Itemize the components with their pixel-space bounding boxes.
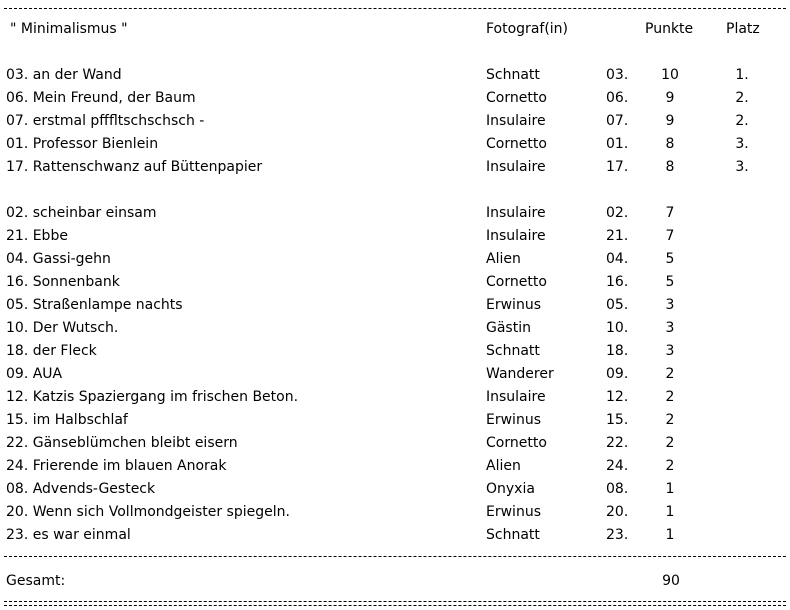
- entry-photographer: Wanderer: [486, 366, 554, 382]
- entry-points: 9: [665, 113, 675, 129]
- entry-number: 09.: [606, 366, 629, 382]
- entry-points: 3: [665, 343, 675, 359]
- table-row: [0, 203, 790, 223]
- entry-title: 05. Straßenlampe nachts: [6, 297, 183, 313]
- entry-points: 5: [665, 274, 675, 290]
- entry-points: 7: [665, 228, 675, 244]
- entry-points: 5: [665, 251, 675, 267]
- entry-rank: 1.: [735, 67, 749, 83]
- entry-number: 15.: [606, 412, 629, 428]
- entry-photographer: Schnatt: [486, 67, 540, 83]
- table-row: [0, 88, 790, 108]
- total-value: 90: [662, 573, 680, 589]
- table-row: [0, 433, 790, 453]
- table-row: [0, 157, 790, 177]
- entry-photographer: Cornetto: [486, 90, 547, 106]
- entry-title: 01. Professor Bienlein: [6, 136, 159, 152]
- entry-photographer: Schnatt: [486, 343, 540, 359]
- entry-photographer: Insulaire: [486, 228, 546, 244]
- table-row: [0, 341, 790, 361]
- entry-points: 8: [665, 159, 675, 175]
- header-row: [0, 19, 790, 39]
- entry-number: 17.: [606, 159, 629, 175]
- entry-points: 7: [665, 205, 675, 221]
- entry-title: 24. Frierende im blauen Anorak: [6, 458, 227, 474]
- table-row: [0, 387, 790, 407]
- entry-number: 01.: [606, 136, 629, 152]
- table-row: [0, 364, 790, 384]
- entry-title: 15. im Halbschlaf: [6, 412, 128, 428]
- table-row: [0, 456, 790, 476]
- table-row: [0, 249, 790, 269]
- entry-points: 8: [665, 136, 675, 152]
- entry-points: 2: [665, 412, 675, 428]
- entry-photographer: Erwinus: [486, 297, 541, 313]
- entry-points: 3: [665, 320, 675, 336]
- contest-title: " Minimalismus ": [10, 21, 128, 37]
- table-row: [0, 318, 790, 338]
- entry-title: 07. erstmal pfffltschschsch -: [6, 113, 205, 129]
- entry-title: 22. Gänseblümchen bleibt eisern: [6, 435, 238, 451]
- entry-photographer: Insulaire: [486, 159, 546, 175]
- table-row: [0, 226, 790, 246]
- table-row: [0, 134, 790, 154]
- entry-number: 16.: [606, 274, 629, 290]
- entry-photographer: Schnatt: [486, 527, 540, 543]
- entry-points: 2: [665, 389, 675, 405]
- table-row: [0, 479, 790, 499]
- entry-photographer: Alien: [486, 251, 521, 267]
- entry-title: 20. Wenn sich Vollmondgeister spiegeln.: [6, 504, 290, 520]
- photographer-column-header: Fotograf(in): [486, 21, 569, 37]
- entry-number: 24.: [606, 458, 629, 474]
- entry-title: 10. Der Wutsch.: [6, 320, 119, 336]
- entry-points: 10: [661, 67, 679, 83]
- entry-title: 08. Advends-Gesteck: [6, 481, 156, 497]
- entry-points: 2: [665, 458, 675, 474]
- entry-points: 3: [665, 297, 675, 313]
- entry-title: 02. scheinbar einsam: [6, 205, 157, 221]
- entry-points: 1: [665, 527, 675, 543]
- entry-title: 03. an der Wand: [6, 67, 122, 83]
- entry-rank: 3.: [735, 159, 749, 175]
- entry-photographer: Alien: [486, 458, 521, 474]
- entry-number: 06.: [606, 90, 629, 106]
- total-row: [0, 571, 790, 591]
- entry-rank: 3.: [735, 136, 749, 152]
- entry-rank: 2.: [735, 90, 749, 106]
- entry-title: 12. Katzis Spaziergang im frischen Beton.: [6, 389, 299, 405]
- entry-title: 09. AUA: [6, 366, 63, 382]
- entry-photographer: Onyxia: [486, 481, 535, 497]
- entry-points: 1: [665, 504, 675, 520]
- entry-points: 2: [665, 435, 675, 451]
- entry-number: 12.: [606, 389, 629, 405]
- entry-photographer: Cornetto: [486, 274, 547, 290]
- entry-number: 21.: [606, 228, 629, 244]
- entry-photographer: Erwinus: [486, 504, 541, 520]
- table-row: [0, 272, 790, 292]
- entry-title: 06. Mein Freund, der Baum: [6, 90, 196, 106]
- rank-column-header: Platz: [726, 21, 760, 37]
- entry-title: 21. Ebbe: [6, 228, 68, 244]
- final-divider: [4, 601, 786, 606]
- entry-number: 10.: [606, 320, 629, 336]
- entry-number: 05.: [606, 297, 629, 313]
- entry-number: 20.: [606, 504, 629, 520]
- top-divider: [4, 8, 786, 9]
- entry-rank: 2.: [735, 113, 749, 129]
- table-row: [0, 111, 790, 131]
- table-row: [0, 502, 790, 522]
- entry-title: 18. der Fleck: [6, 343, 97, 359]
- entry-number: 22.: [606, 435, 629, 451]
- entry-photographer: Insulaire: [486, 389, 546, 405]
- table-row: [0, 525, 790, 545]
- entry-title: 17. Rattenschwanz auf Büttenpapier: [6, 159, 263, 175]
- entry-photographer: Cornetto: [486, 136, 547, 152]
- entry-photographer: Cornetto: [486, 435, 547, 451]
- entry-photographer: Insulaire: [486, 113, 546, 129]
- bottom-divider: [4, 556, 786, 557]
- entry-photographer: Gästin: [486, 320, 531, 336]
- entry-points: 1: [665, 481, 675, 497]
- entry-photographer: Erwinus: [486, 412, 541, 428]
- entry-photographer: Insulaire: [486, 205, 546, 221]
- entry-number: 07.: [606, 113, 629, 129]
- entry-number: 18.: [606, 343, 629, 359]
- entry-number: 04.: [606, 251, 629, 267]
- entry-title: 23. es war einmal: [6, 527, 131, 543]
- entry-number: 03.: [606, 67, 629, 83]
- table-row: [0, 65, 790, 85]
- table-row: [0, 295, 790, 315]
- entry-number: 23.: [606, 527, 629, 543]
- entry-points: 2: [665, 366, 675, 382]
- entry-number: 02.: [606, 205, 629, 221]
- points-column-header: Punkte: [645, 21, 694, 37]
- entry-title: 04. Gassi-gehn: [6, 251, 111, 267]
- entry-title: 16. Sonnenbank: [6, 274, 120, 290]
- entry-number: 08.: [606, 481, 629, 497]
- entry-points: 9: [665, 90, 675, 106]
- total-label: Gesamt:: [6, 573, 66, 589]
- table-row: [0, 410, 790, 430]
